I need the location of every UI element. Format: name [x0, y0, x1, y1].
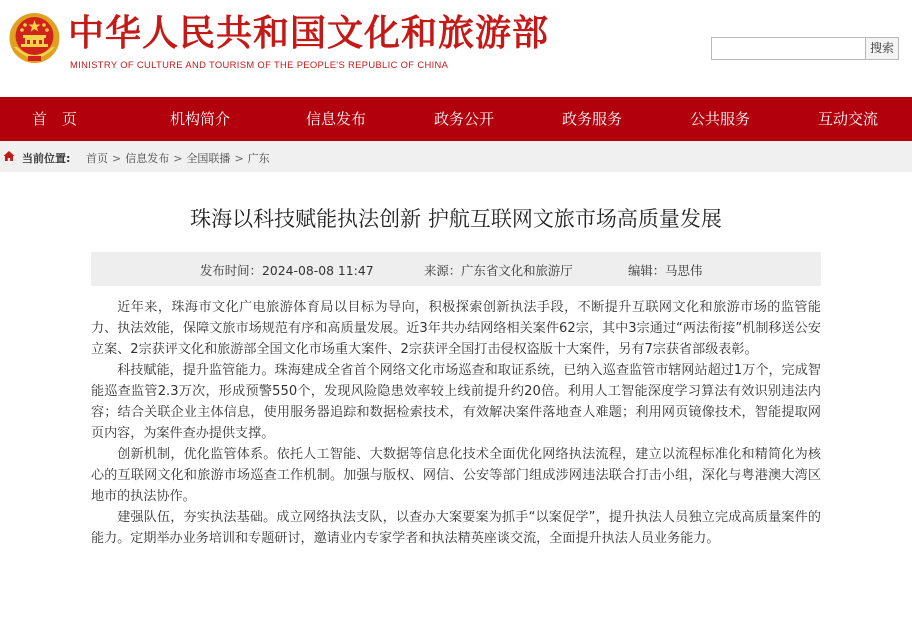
nav-item-about[interactable]: 机构简介	[170, 110, 231, 128]
site-header	[0, 0, 912, 97]
breadcrumb	[86, 150, 270, 166]
breadcrumb-separator: >	[234, 152, 244, 165]
article-editor: 编辑：马思伟	[628, 263, 703, 278]
search-input[interactable]	[711, 37, 866, 60]
nav-item-public-services[interactable]: 公共服务	[690, 110, 751, 128]
breadcrumb-item-guangdong[interactable]: 广东	[247, 152, 270, 165]
home-icon	[3, 150, 15, 162]
breadcrumb-separator: >	[173, 152, 183, 165]
nav-item-gov-affairs[interactable]: 政务公开	[434, 110, 495, 128]
site-logo-title[interactable]: 中华人民共和国文化和旅游部	[68, 13, 550, 54]
article-meta	[91, 252, 821, 286]
publish-time: 发布时间：2024-08-08 11:47	[200, 263, 374, 278]
search-button[interactable]: 搜索	[866, 37, 899, 60]
article-paragraph: 创新机制，优化监管体系。依托人工智能、大数据等信息化技术全面优化网络执法流程，建立以流程标准化和精简化为核心的互联网文化和旅游市场巡查工作机制。加强与版权、网信、公安等部门组成涉网违法联合打击小组，深化与粤港澳大湾区地市的执法协作。	[91, 447, 821, 504]
breadcrumb-item-home[interactable]: 首页	[86, 152, 108, 165]
article-source: 来源：广东省文化和旅游厅	[424, 263, 573, 278]
site-logo-subtitle: MINISTRY OF CULTURE AND TOURISM OF THE PEOPLE'S REPUBLIC OF CHINA	[70, 59, 449, 70]
nav-item-home[interactable]: 首 页	[32, 110, 78, 128]
breadcrumb-separator: >	[112, 152, 122, 165]
article-paragraph: 建强队伍，夯实执法基础。成立网络执法支队，以查办大案要案为抓手“以案促学”，提升执法人员独立完成高质量案件的能力。定期举办业务培训和专题研讨，邀请业内专家学者和执法精英座谈交流，全面提升执法人员业务能力。	[91, 510, 821, 546]
nav-item-gov-services[interactable]: 政务服务	[562, 110, 623, 128]
breadcrumb-bar	[0, 141, 912, 172]
article-paragraph: 科技赋能，提升监管能力。珠海建成全省首个网络文化市场巡查和取证系统，已纳入巡查监管市辖网站超过1万个，完成智能巡查监管2.3万次，形成预警550个，发现风险隐患效率较上线前提升约20倍。利用人工智能深度学习算法有效识别违法内容；结合关联企业主体信息，使用服务器追踪和数据检索技术，有效解决案件落地查人难题；利用网页镜像技术，智能提取网页内容，为案件查办提供支撑。	[91, 363, 821, 441]
national-emblem-icon	[8, 11, 61, 66]
nav-item-interaction[interactable]: 互动交流	[818, 110, 879, 128]
article-paragraph: 近年来，珠海市文化广电旅游体育局以目标为导向，积极探索创新执法手段，不断提升互联网文化和旅游市场的监管能力、执法效能，保障文旅市场规范有序和高质量发展。近3年共办结网络相关案件62宗，其中3宗通过“两法衔接”机制移送公安立案、2宗获评文化和旅游部全国文化市场重大案件、2宗获评全国打击侵权盗版十大案件，另有7宗获省部级表彰。	[91, 300, 821, 357]
nav-item-news[interactable]: 信息发布	[306, 110, 367, 128]
breadcrumb-item-news[interactable]: 信息发布	[125, 152, 170, 165]
article-body	[91, 297, 821, 549]
article-title: 珠海以科技赋能执法创新 护航互联网文旅市场高质量发展	[190, 207, 722, 231]
breadcrumb-item-national[interactable]: 全国联播	[186, 152, 231, 165]
main-nav	[0, 97, 912, 141]
breadcrumb-label: 当前位置:	[22, 152, 71, 165]
